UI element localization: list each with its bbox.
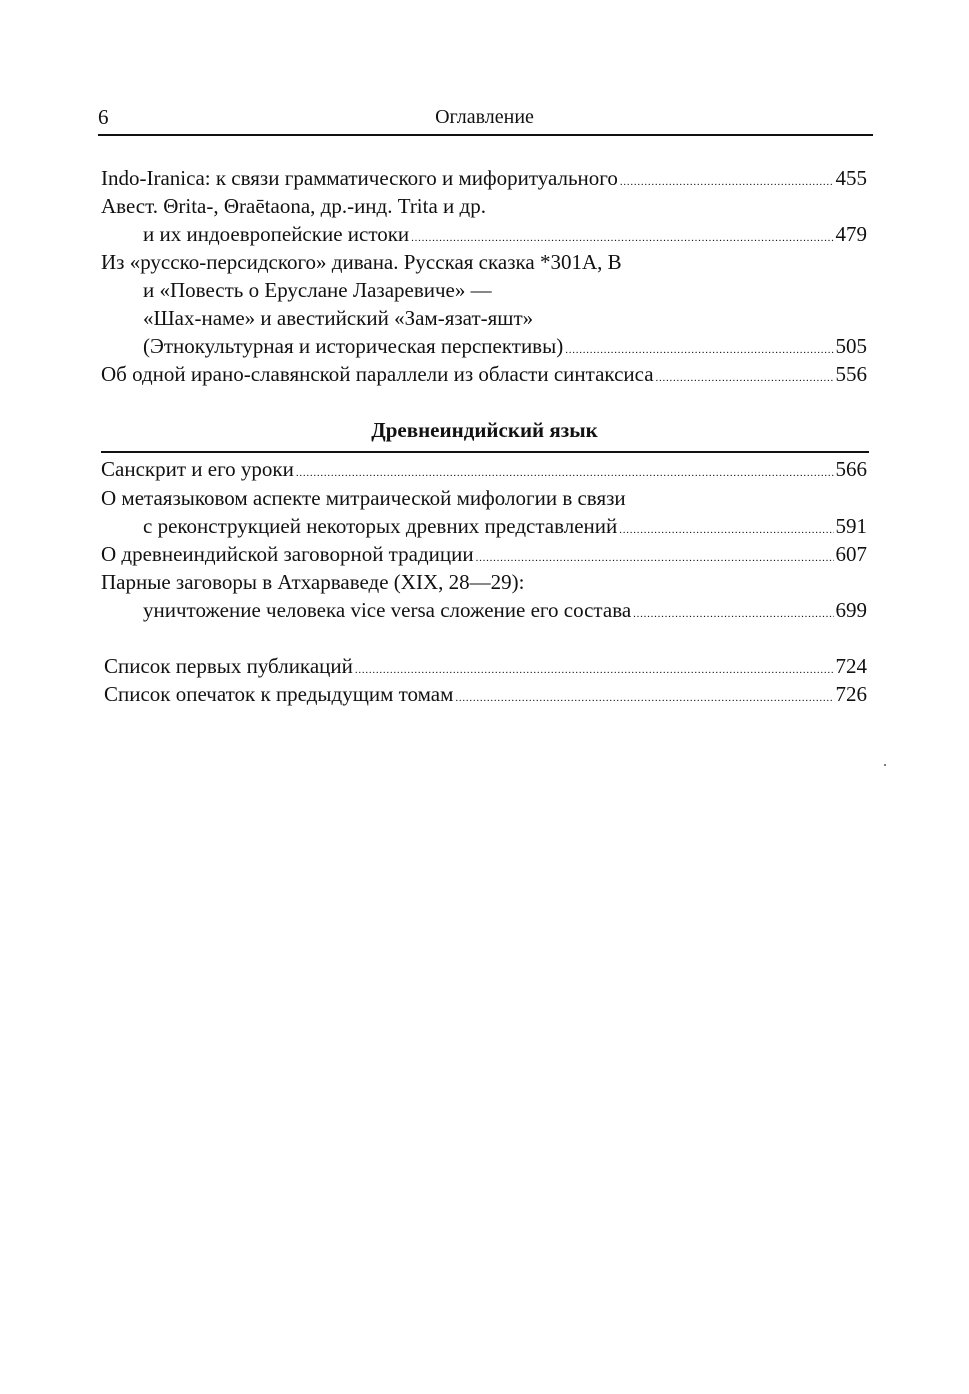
toc-entry-text: Из «русско-персидского» дивана. Русская сказка *301A, B <box>101 250 622 274</box>
toc-entry-indo-iranica <box>101 163 867 193</box>
toc-entry-text: уничтожение человека vice versa сложение его состава <box>143 598 632 622</box>
toc-entry-text: Авест. Θrita-, Θraētaona, др.-инд. Trita и др. <box>101 194 486 218</box>
toc-entry-russko-persidskogo-line2 <box>143 275 867 305</box>
toc-entry-text: и «Повесть о Еруслане Лазаревиче» — <box>143 278 492 302</box>
page-number: 6 <box>98 105 109 129</box>
toc-page-number: 505 <box>835 334 867 358</box>
toc-entry-avest-trita-line2 <box>143 219 867 249</box>
toc-page-number: 556 <box>835 362 867 386</box>
toc-page-number: 479 <box>835 222 867 246</box>
toc-entry-text: Санскрит и его уроки <box>101 457 294 481</box>
toc-entry-text: (Этнокультурная и историческая перспективы) <box>143 334 564 358</box>
toc-entry-irano-slavyanskoy <box>101 359 867 389</box>
toc-page-number: 591 <box>835 514 867 538</box>
toc-entry-errata <box>104 679 867 709</box>
toc-page-number: 724 <box>835 654 867 678</box>
toc-entry-text: и их индоевропейские истоки <box>143 222 410 246</box>
toc-page-number: 726 <box>835 682 867 706</box>
toc-entry-text: с реконструкцией некоторых древних представлений <box>143 514 618 538</box>
toc-entry-text: О метаязыковом аспекте митраической мифологии в связи <box>101 486 626 510</box>
toc-page-number: 566 <box>835 457 867 481</box>
dot-leader <box>633 595 833 629</box>
toc-entry-sanskrit <box>101 454 867 484</box>
toc-entry-text: О древнеиндийской заговорной традиции <box>101 542 474 566</box>
toc-entry-text: Список первых публикаций <box>104 654 353 678</box>
toc-entry-parnye-line1 <box>101 567 867 597</box>
toc-entry-text: Парные заговоры в Атхарваведе (XIX, 28—29): <box>101 570 525 594</box>
toc-entry-russko-persidskogo-line3 <box>143 303 867 333</box>
section-rule <box>101 451 869 453</box>
toc-entry-metayazykovom-line2 <box>143 511 867 541</box>
toc-entry-text: «Шах-наме» и авестийский «Зам-язат-яшт» <box>143 306 534 330</box>
toc-entry-avest-trita-line1 <box>101 191 867 221</box>
toc-entry-text: Список опечаток к предыдущим томам <box>104 682 454 706</box>
toc-entry-first-publications <box>104 651 867 681</box>
toc-entry-russko-persidskogo-line1 <box>101 247 867 277</box>
running-head-title: Оглавление <box>435 106 534 128</box>
section-heading-old-indian: Древнеиндийский язык <box>371 418 598 442</box>
toc-entry-text: Об одной ирано-славянской параллели из области синтаксиса <box>101 362 654 386</box>
toc-entry-russko-persidskogo-line4 <box>143 331 867 361</box>
dot-leader <box>656 359 834 393</box>
toc-page-number: 455 <box>835 166 867 190</box>
toc-page-number: 699 <box>835 598 867 622</box>
scan-speck <box>884 764 886 766</box>
toc-entry-zagovornoy <box>101 539 867 569</box>
toc-entry-text: Indo-Iranica: к связи грамматического и мифоритуального <box>101 166 618 190</box>
header-rule <box>98 134 873 136</box>
toc-entry-metayazykovom-line1 <box>101 483 867 513</box>
toc-page-number: 607 <box>835 542 867 566</box>
toc-entry-parnye-line2 <box>143 595 867 625</box>
dot-leader <box>455 679 833 713</box>
